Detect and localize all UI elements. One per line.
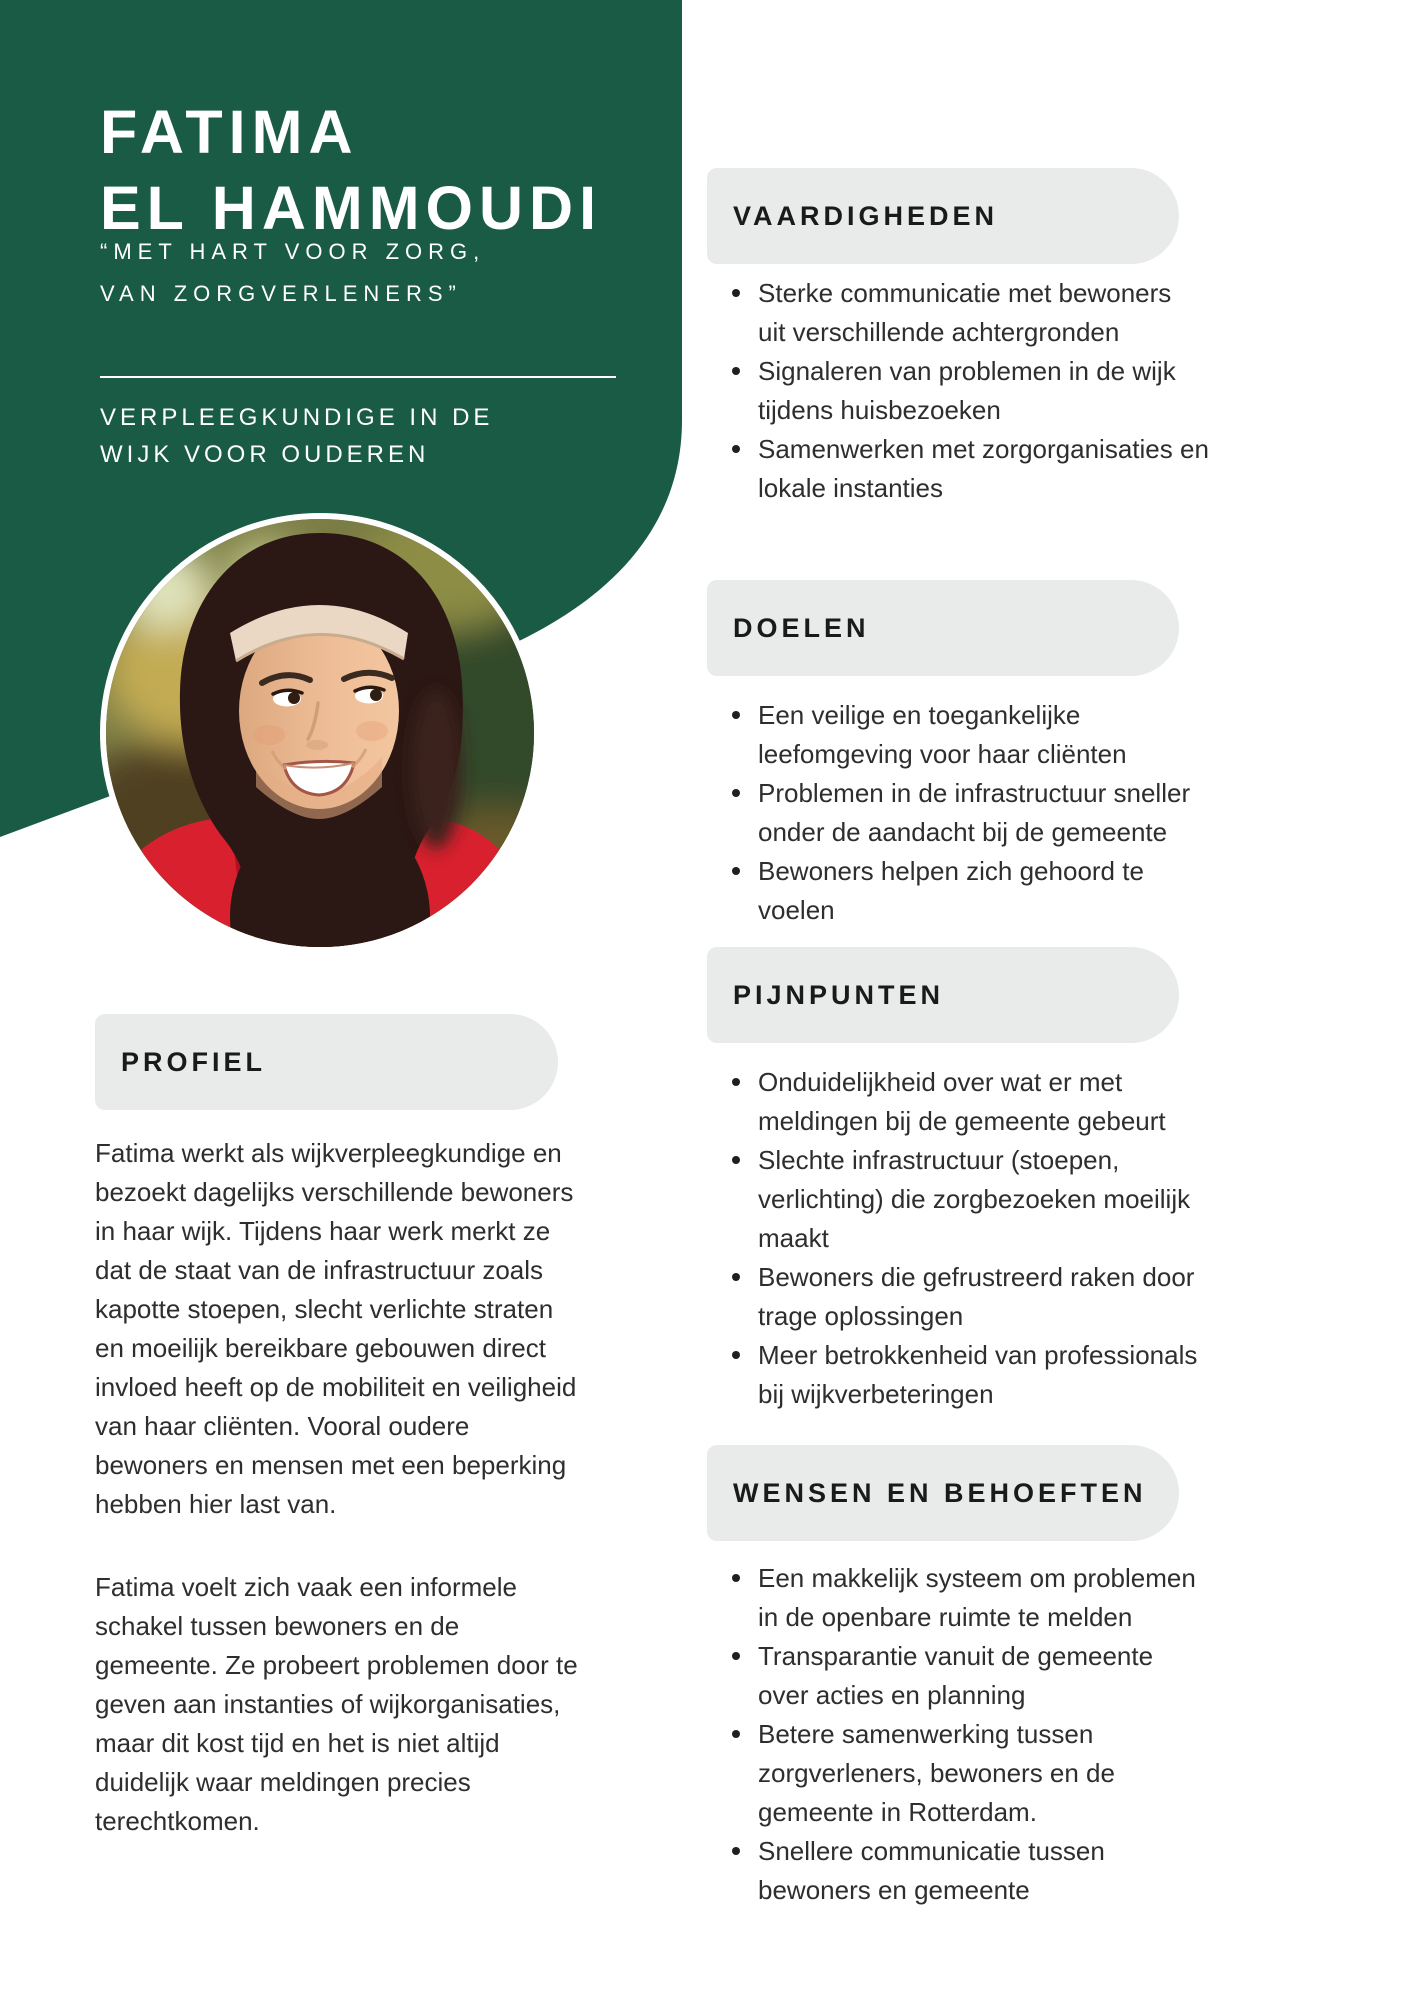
text-line: maakt <box>758 1223 829 1253</box>
vaardigheden-list <box>722 274 1362 508</box>
list-item <box>722 1637 1362 1715</box>
list-item <box>722 1258 1362 1336</box>
profiel-heading-box <box>95 1014 558 1110</box>
list-item <box>722 852 1362 930</box>
text-line: trage oplossingen <box>758 1301 964 1331</box>
text-line: Betere samenwerking tussen <box>758 1719 1094 1749</box>
persona-name <box>100 94 602 246</box>
doelen-heading-box <box>707 580 1179 676</box>
list-item <box>722 430 1362 508</box>
profiel-paragraph-2 <box>95 1568 735 1841</box>
text-line: verlichting) die zorgbezoeken moeilijk <box>758 1184 1191 1214</box>
list-item <box>722 1559 1362 1637</box>
pijnpunten-list <box>722 1063 1362 1414</box>
list-item <box>722 1063 1362 1141</box>
text-line: Een makkelijk systeem om problemen <box>758 1563 1196 1593</box>
text-line: Samenwerken met zorgorganisaties en <box>758 434 1209 464</box>
text-line: in de openbare ruimte te melden <box>758 1602 1133 1632</box>
text-line: Snellere communicatie tussen <box>758 1836 1105 1866</box>
text-line: Een veilige en toegankelijke <box>758 700 1081 730</box>
text-line: kapotte stoepen, slecht verlichte straten <box>95 1294 554 1324</box>
profiel-heading: PROFIEL <box>121 1047 267 1077</box>
text-line: over acties en planning <box>758 1680 1026 1710</box>
text-line: Fatima werkt als wijkverpleegkundige en <box>95 1138 562 1168</box>
text-line: onder de aandacht bij de gemeente <box>758 817 1168 847</box>
text-line: geven aan instanties of wijkorganisaties, <box>95 1689 561 1719</box>
text-line: gemeente. Ze probeert problemen door te <box>95 1650 578 1680</box>
vaardigheden-heading-box <box>707 168 1179 264</box>
text-line: Slechte infrastructuur (stoepen, <box>758 1145 1120 1175</box>
persona-role <box>100 399 493 473</box>
role-line: WIJK VOOR OUDEREN <box>100 441 430 468</box>
text-line: Fatima voelt zich vaak een informele <box>95 1572 517 1602</box>
text-line: gemeente in Rotterdam. <box>758 1797 1037 1827</box>
text-line: bij wijkverbeteringen <box>758 1379 994 1409</box>
quote-line: “MET HART VOOR ZORG, <box>100 239 486 264</box>
text-line: Onduidelijkheid over wat er met <box>758 1067 1123 1097</box>
text-line: Signaleren van problemen in de wijk <box>758 356 1176 386</box>
text-line: en moeilijk bereikbare gebouwen direct <box>95 1333 546 1363</box>
divider-line <box>100 376 616 378</box>
text-line: bewoners en mensen met een beperking <box>95 1450 567 1480</box>
text-line: uit verschillende achtergronden <box>758 317 1120 347</box>
text-line: tijdens huisbezoeken <box>758 395 1001 425</box>
quote-line: VAN ZORGVERLENERS” <box>100 281 462 306</box>
text-line: van haar cliënten. Vooral oudere <box>95 1411 470 1441</box>
persona-quote <box>100 231 485 315</box>
list-item <box>722 274 1362 352</box>
profiel-paragraph-1 <box>95 1134 735 1524</box>
pijnpunten-heading-box <box>707 947 1179 1043</box>
persona-photo <box>100 513 540 953</box>
text-line: Problemen in de infrastructuur sneller <box>758 778 1191 808</box>
list-item <box>722 1832 1362 1910</box>
text-line: Sterke communicatie met bewoners <box>758 278 1172 308</box>
doelen-list <box>722 696 1362 930</box>
list-item <box>722 1715 1362 1832</box>
vaardigheden-heading: VAARDIGHEDEN <box>733 201 999 231</box>
text-line: terechtkomen. <box>95 1806 260 1836</box>
text-line: invloed heeft op de mobiliteit en veiligheid <box>95 1372 577 1402</box>
pijnpunten-heading: PIJNPUNTEN <box>733 980 945 1010</box>
portrait-illustration <box>106 519 534 947</box>
wensen-list <box>722 1559 1362 1910</box>
text-line: voelen <box>758 895 835 925</box>
text-line: Meer betrokkenheid van professionals <box>758 1340 1198 1370</box>
text-line: lokale instanties <box>758 473 943 503</box>
list-item <box>722 1141 1362 1258</box>
text-line: Bewoners die gefrustreerd raken door <box>758 1262 1195 1292</box>
text-line: Bewoners helpen zich gehoord te <box>758 856 1144 886</box>
list-item <box>722 352 1362 430</box>
text-line: Transparantie vanuit de gemeente <box>758 1641 1154 1671</box>
text-line: leefomgeving voor haar cliënten <box>758 739 1127 769</box>
list-item <box>722 1336 1362 1414</box>
text-line: maar dit kost tijd en het is niet altijd <box>95 1728 500 1758</box>
text-line: meldingen bij de gemeente gebeurt <box>758 1106 1166 1136</box>
text-line: bewoners en gemeente <box>758 1875 1030 1905</box>
doelen-heading: DOELEN <box>733 613 870 643</box>
text-line: schakel tussen bewoners en de <box>95 1611 460 1641</box>
list-item <box>722 774 1362 852</box>
text-line: zorgverleners, bewoners en de <box>758 1758 1115 1788</box>
text-line: hebben hier last van. <box>95 1489 337 1519</box>
persona-first-name: FATIMA <box>100 97 359 166</box>
list-item <box>722 696 1362 774</box>
text-line: duidelijk waar meldingen precies <box>95 1767 471 1797</box>
text-line: in haar wijk. Tijdens haar werk merkt ze <box>95 1216 551 1246</box>
wensen-heading: WENSEN EN BEHOEFTEN <box>733 1478 1147 1508</box>
role-line: VERPLEEGKUNDIGE IN DE <box>100 404 494 431</box>
text-line: dat de staat van de infrastructuur zoals <box>95 1255 544 1285</box>
text-line: bezoekt dagelijks verschillende bewoners <box>95 1177 574 1207</box>
persona-last-name: EL HAMMOUDI <box>100 173 603 242</box>
wensen-heading-box <box>707 1445 1179 1541</box>
